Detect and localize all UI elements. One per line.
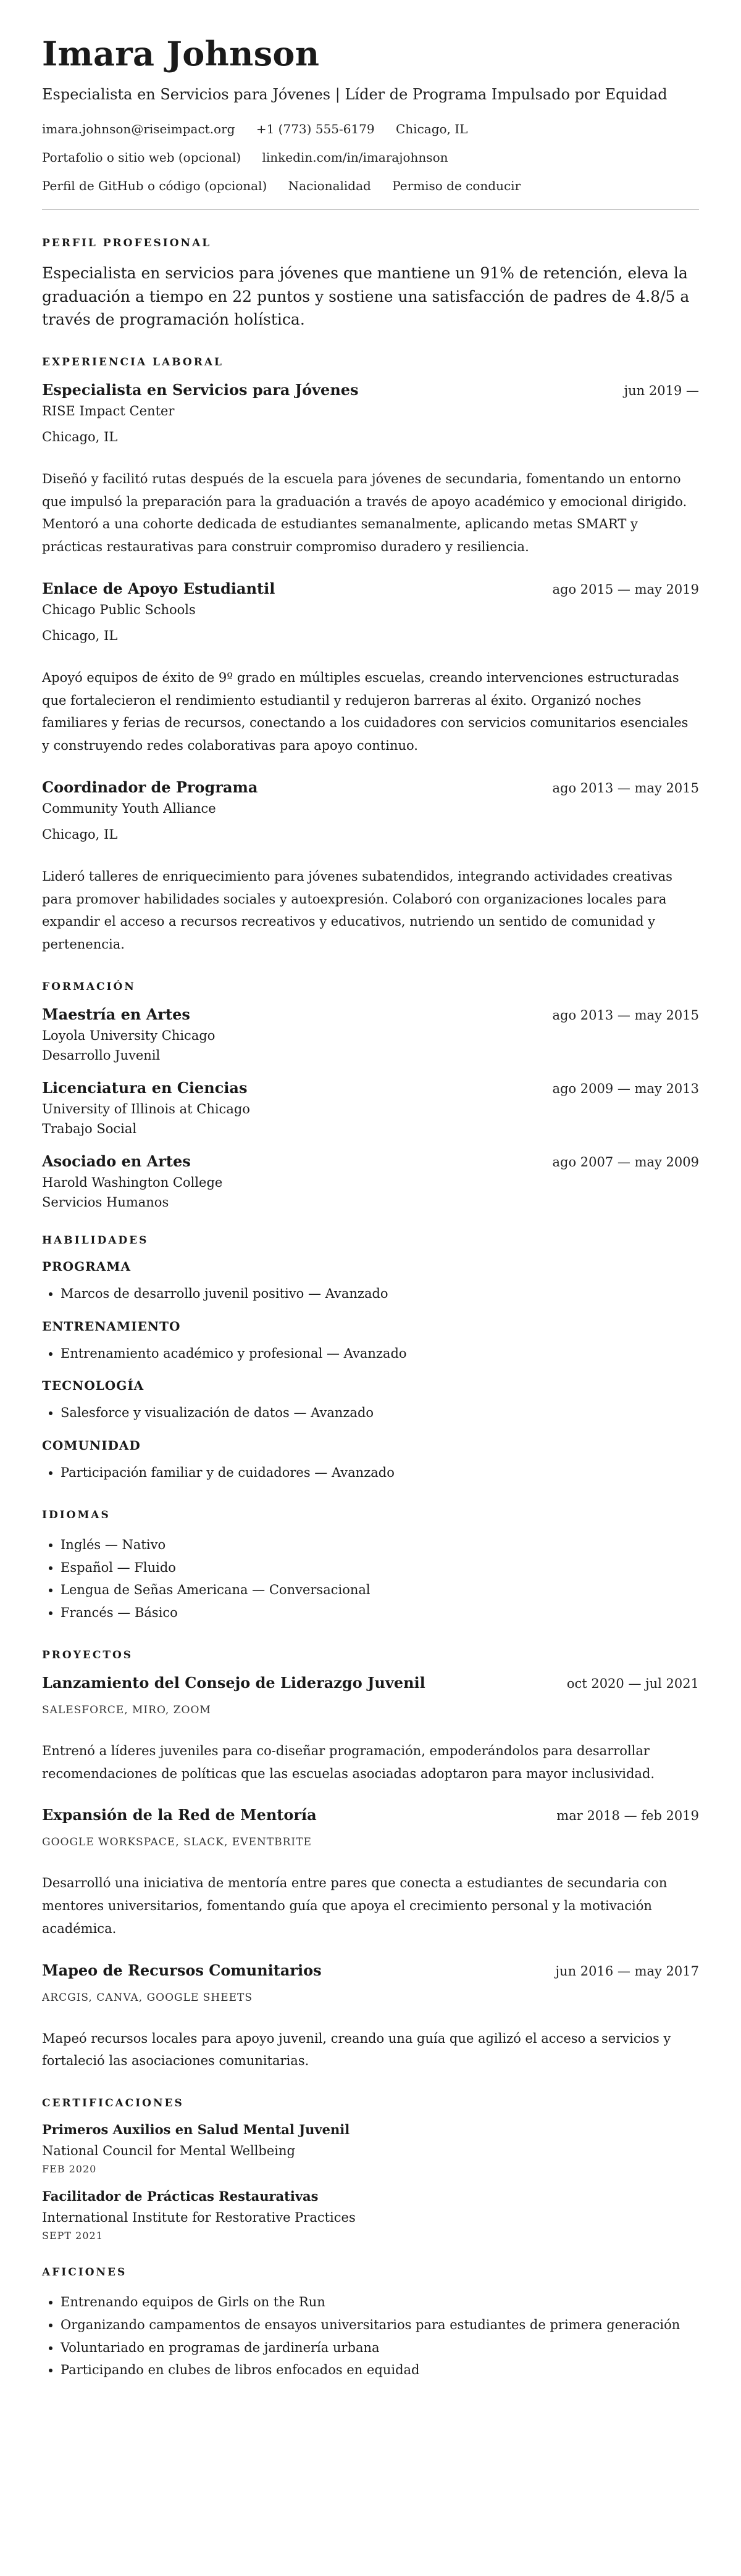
skill-category: COMUNIDAD bbox=[42, 1438, 141, 1453]
job-dates: ago 2015 — may 2019 bbox=[552, 581, 699, 597]
degree-dates: ago 2007 — may 2009 bbox=[552, 1154, 699, 1170]
candidate-headline: Especialista en Servicios para Jóvenes | Líder de Programa Impulsado por Equidad bbox=[42, 86, 668, 104]
education-entry bbox=[42, 1079, 699, 1136]
degree-field: Servicios Humanos bbox=[42, 1194, 169, 1210]
certification-date: FEB 2020 bbox=[42, 2163, 97, 2175]
contact-row-3 bbox=[42, 178, 699, 193]
projects-section bbox=[42, 1649, 699, 2072]
job-location: Chicago, IL bbox=[42, 429, 118, 444]
languages-section bbox=[42, 1509, 699, 1624]
hobby-item: • Participando en clubes de libros enfocados en equidad bbox=[61, 2359, 699, 2382]
project-tech: SALESFORCE, MIRO, ZOOM bbox=[42, 1703, 211, 1716]
education-entry bbox=[42, 1152, 699, 1210]
project-description: Desarrolló una iniciativa de mentoría entre pares que conecta a estudiantes de secundaria con mentores universitarios, fomentando guía que apoya el crecimiento personal y la motivación académica. bbox=[42, 1876, 668, 1936]
job-description: Apoyó equipos de éxito de 9º grado en múltiples escuelas, creando intervenciones estructuradas que fortalecieron el rendimiento estudiantil y redujeron barreras al éxito. Organizó noches familiares y ferias de recursos, conectando a los cuidadores con servicios comunitarios esenciales y construyendo redes colaborativas para apoyo continuo. bbox=[42, 670, 689, 754]
experience-entry bbox=[42, 381, 699, 559]
contact-portfolio[interactable]: Portafolio o sitio web (opcional) bbox=[42, 150, 241, 165]
language-item: • Español — Fluido bbox=[61, 1556, 699, 1579]
contact-phone[interactable]: +1 (773) 555-6179 bbox=[256, 122, 375, 137]
certification-issuer: National Council for Mental Wellbeing bbox=[42, 2143, 295, 2159]
job-employer: Community Youth Alliance bbox=[42, 800, 216, 816]
education-entry bbox=[42, 1005, 699, 1063]
contact-driving-license: Permiso de conducir bbox=[392, 178, 521, 194]
candidate-name: Imara Johnson bbox=[42, 34, 320, 73]
header-divider bbox=[42, 209, 699, 210]
contact-row-1 bbox=[42, 122, 699, 136]
job-employer: Chicago Public Schools bbox=[42, 602, 196, 617]
contact-row-2 bbox=[42, 150, 699, 165]
contact-github[interactable]: Perfil de GitHub o código (opcional) bbox=[42, 178, 267, 194]
project-dates: jun 2016 — may 2017 bbox=[555, 1963, 699, 1979]
project-entry bbox=[42, 1806, 699, 1940]
job-dates: ago 2013 — may 2015 bbox=[552, 780, 699, 796]
school-name: Loyola University Chicago bbox=[42, 1028, 216, 1043]
job-title: Especialista en Servicios para Jóvenes bbox=[42, 380, 359, 399]
project-entry bbox=[42, 1961, 699, 2073]
job-employer: RISE Impact Center bbox=[42, 403, 175, 418]
summary-text: Especialista en servicios para jóvenes que mantiene un 91% de retención, eleva la graduación a tiempo en 22 puntos y sostiene una satisfacción de padres de 4.8/5 a través de programación holística. bbox=[42, 264, 690, 329]
section-title: HABILIDADES bbox=[42, 1234, 149, 1247]
job-dates: jun 2019 — bbox=[624, 383, 699, 398]
education-section bbox=[42, 981, 699, 1210]
section-title: AFICIONES bbox=[42, 2266, 127, 2279]
degree-field: Trabajo Social bbox=[42, 1121, 137, 1136]
contact-location: Chicago, IL bbox=[396, 122, 468, 137]
degree-dates: ago 2013 — may 2015 bbox=[552, 1007, 699, 1023]
project-dates: oct 2020 — jul 2021 bbox=[566, 1676, 699, 1691]
job-description: Diseñó y facilitó rutas después de la escuela para jóvenes de secundaria, fomentando un entorno que impulsó la preparación para la graduación a través de apoyo académico y emocional dirigido. Mentoró a una cohorte dedicada de estudiantes semanalmente, aplicando metas SMART y prácticas restaurativas para construir compromiso duradero y resiliencia. bbox=[42, 471, 687, 555]
skill-item: • Entrenamiento académico y profesional — Avanzado bbox=[61, 1342, 699, 1365]
project-name: Lanzamiento del Consejo de Liderazgo Juvenil bbox=[42, 1673, 425, 1692]
experience-entry bbox=[42, 580, 699, 757]
degree-dates: ago 2009 — may 2013 bbox=[552, 1081, 699, 1096]
school-name: Harold Washington College bbox=[42, 1174, 223, 1190]
summary-section bbox=[42, 237, 699, 331]
project-description: Entrenó a líderes juveniles para co-diseñar programación, empoderándolos para desarrollar recomendaciones de políticas que las escuelas asociadas adoptaron para mayor inclusividad. bbox=[42, 1743, 655, 1781]
skill-group bbox=[42, 1259, 699, 1305]
job-location: Chicago, IL bbox=[42, 628, 118, 643]
project-dates: mar 2018 — feb 2019 bbox=[556, 1808, 699, 1824]
contact-email[interactable]: imara.johnson@riseimpact.org bbox=[42, 122, 235, 137]
project-tech: GOOGLE WORKSPACE, SLACK, EVENTBRITE bbox=[42, 1836, 312, 1849]
certification-entry bbox=[42, 2122, 699, 2175]
skill-item: • Marcos de desarrollo juvenil positivo — Avanzado bbox=[61, 1282, 699, 1305]
job-description: Lideró talleres de enriquecimiento para jóvenes subatendidos, integrando actividades creativas para promover habilidades sociales y autoexpresión. Colaboró con organizaciones locales para expandir el acceso a recursos recreativos y educativos, nutriendo un sentido de comunidad y pertenencia. bbox=[42, 868, 672, 952]
resume-header bbox=[42, 36, 699, 193]
skill-category: TECNOLOGÍA bbox=[42, 1378, 144, 1394]
degree-title: Maestría en Artes bbox=[42, 1005, 190, 1023]
degree-title: Asociado en Artes bbox=[42, 1152, 191, 1170]
language-item: • Inglés — Nativo bbox=[61, 1534, 699, 1556]
school-name: University of Illinois at Chicago bbox=[42, 1101, 250, 1116]
section-title: FORMACIÓN bbox=[42, 980, 136, 993]
section-title: CERTIFICACIONES bbox=[42, 2097, 184, 2110]
skill-item: • Salesforce y visualización de datos — Avanzado bbox=[61, 1402, 699, 1424]
experience-entry bbox=[42, 778, 699, 956]
certification-name: Primeros Auxilios en Salud Mental Juvenil bbox=[42, 2122, 350, 2138]
project-name: Expansión de la Red de Mentoría bbox=[42, 1806, 317, 1824]
certification-date: SEPT 2021 bbox=[42, 2230, 103, 2242]
skill-category: PROGRAMA bbox=[42, 1258, 131, 1274]
project-description: Mapeó recursos locales para apoyo juvenil, creando una guía que agilizó el acceso a servicios y fortaleció las asociaciones comunitarias. bbox=[42, 2030, 671, 2069]
skill-item: • Participación familiar y de cuidadores — Avanzado bbox=[61, 1461, 699, 1484]
skill-group bbox=[42, 1378, 699, 1424]
contact-nationality: Nacionalidad bbox=[288, 178, 371, 194]
certification-entry bbox=[42, 2188, 699, 2242]
section-title: PROYECTOS bbox=[42, 1648, 133, 1661]
language-item: • Lengua de Señas Americana — Conversacional bbox=[61, 1579, 699, 1602]
degree-field: Desarrollo Juvenil bbox=[42, 1047, 161, 1063]
skill-group bbox=[42, 1319, 699, 1365]
project-tech: ARCGIS, CANVA, GOOGLE SHEETS bbox=[42, 1991, 253, 2004]
skill-group bbox=[42, 1438, 699, 1484]
skill-category: ENTRENAMIENTO bbox=[42, 1318, 181, 1334]
certification-issuer: International Institute for Restorative Practices bbox=[42, 2210, 356, 2225]
certifications-section bbox=[42, 2097, 699, 2242]
certification-name: Facilitador de Prácticas Restaurativas bbox=[42, 2188, 319, 2204]
project-entry bbox=[42, 1674, 699, 1785]
section-title: EXPERIENCIA LABORAL bbox=[42, 355, 224, 368]
job-title: Enlace de Apoyo Estudiantil bbox=[42, 579, 275, 597]
hobby-item: • Entrenando equipos de Girls on the Run bbox=[61, 2291, 699, 2314]
hobby-item: • Voluntariado en programas de jardinería urbana bbox=[61, 2337, 699, 2359]
project-name: Mapeo de Recursos Comunitarios bbox=[42, 1961, 322, 1979]
skills-section bbox=[42, 1234, 699, 1484]
language-item: • Francés — Básico bbox=[61, 1602, 699, 1624]
degree-title: Licenciatura en Ciencias bbox=[42, 1078, 248, 1097]
section-title: PERFIL PROFESIONAL bbox=[42, 237, 212, 250]
section-title: IDIOMAS bbox=[42, 1508, 111, 1521]
hobbies-section bbox=[42, 2266, 699, 2382]
hobby-item: • Organizando campamentos de ensayos universitarios para estudiantes de primera generación bbox=[61, 2314, 699, 2337]
job-title: Coordinador de Programa bbox=[42, 778, 258, 796]
experience-section bbox=[42, 356, 699, 956]
job-location: Chicago, IL bbox=[42, 826, 118, 842]
contact-linkedin[interactable]: linkedin.com/in/imarajohnson bbox=[262, 150, 448, 165]
